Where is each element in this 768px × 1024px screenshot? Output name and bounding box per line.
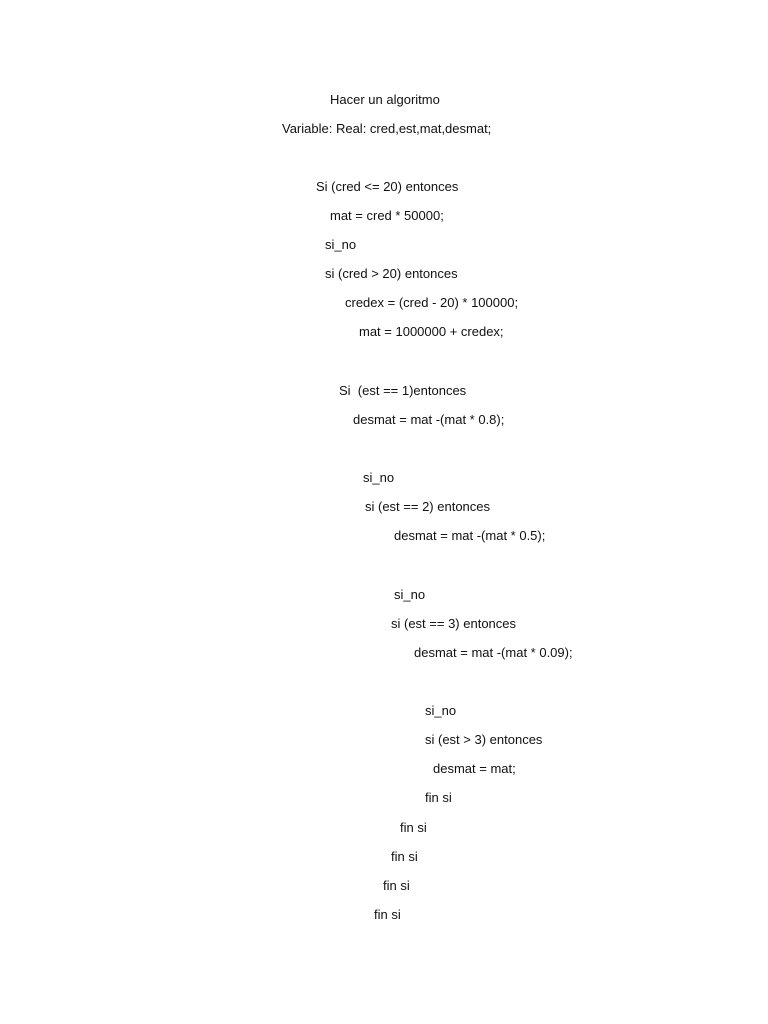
code-line: credex = (cred - 20) * 100000; <box>345 295 519 310</box>
code-line: Si (cred <= 20) entonces <box>316 179 459 194</box>
code-line: si (est == 2) entonces <box>365 499 491 514</box>
code-line: desmat = mat; <box>433 761 516 776</box>
code-line: si_no <box>363 470 395 485</box>
code-line: desmat = mat -(mat * 0.5); <box>394 528 546 543</box>
code-line: mat = cred * 50000; <box>330 208 444 223</box>
code-line: fin si <box>383 878 410 893</box>
code-line: si (cred > 20) entonces <box>325 266 458 281</box>
variable-declaration: Variable: Real: cred,est,mat,desmat; <box>282 121 492 136</box>
code-line: fin si <box>425 790 452 805</box>
code-line: fin si <box>400 820 427 835</box>
code-line: si_no <box>394 587 426 602</box>
code-line: si_no <box>425 703 457 718</box>
code-line: mat = 1000000 + credex; <box>359 324 504 339</box>
code-line: si_no <box>325 237 357 252</box>
code-line: fin si <box>374 907 401 922</box>
code-line: desmat = mat -(mat * 0.09); <box>414 645 573 660</box>
code-line: Si (est == 1)entonces <box>339 383 467 398</box>
code-line: desmat = mat -(mat * 0.8); <box>353 412 505 427</box>
document-title: Hacer un algoritmo <box>330 92 440 107</box>
code-line: si (est == 3) entonces <box>391 616 517 631</box>
code-line: si (est > 3) entonces <box>425 732 543 747</box>
code-line: fin si <box>391 849 418 864</box>
